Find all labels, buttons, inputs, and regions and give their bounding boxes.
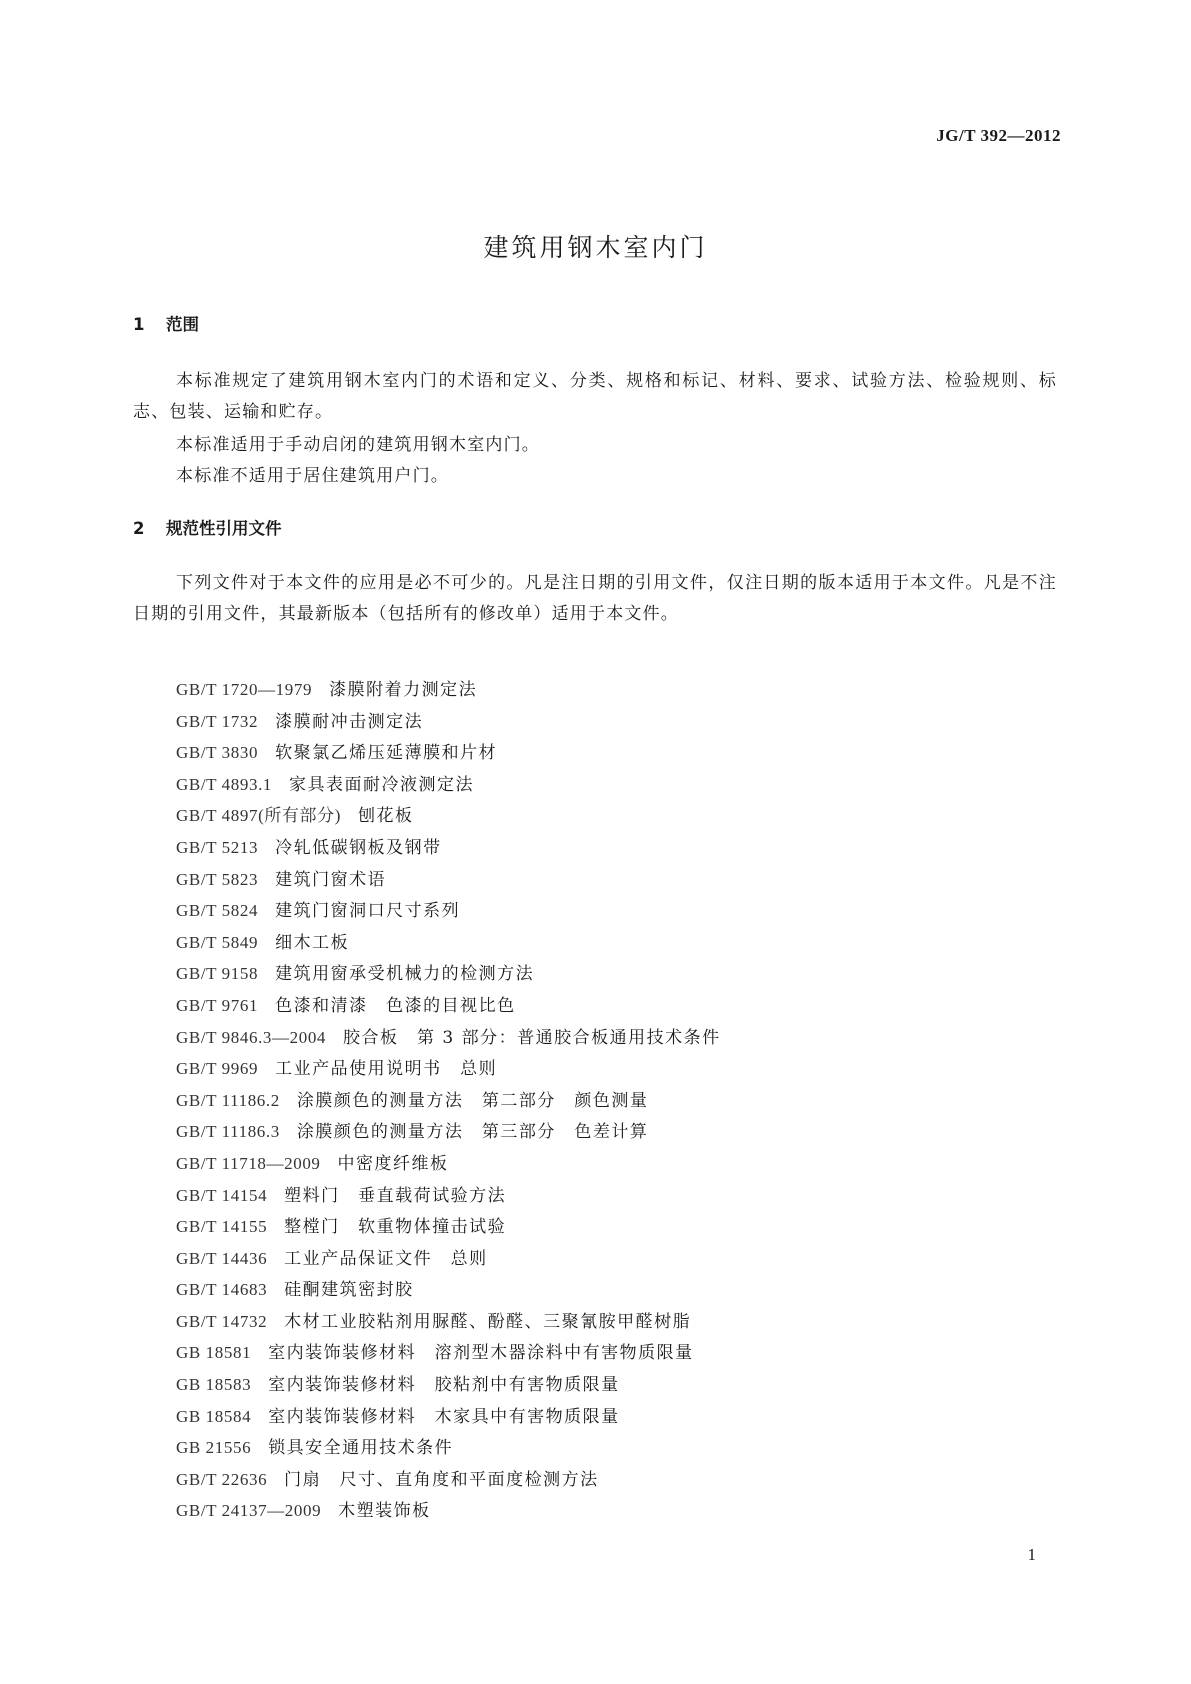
- reference-code: GB/T 14154: [176, 1185, 268, 1205]
- reference-name: 整樘门 软重物体撞击试验: [284, 1217, 507, 1238]
- normative-references-list: [176, 674, 721, 1527]
- section-2-title: 规范性引用文件: [166, 519, 282, 538]
- reference-item: [176, 1148, 721, 1180]
- reference-item: [176, 1085, 721, 1117]
- reference-name: 软聚氯乙烯压延薄膜和片材: [275, 743, 498, 764]
- reference-code: GB/T 5823: [176, 869, 259, 889]
- reference-code: GB/T 24137—2009: [176, 1501, 322, 1521]
- section-2-paragraph-intro: 下列文件对于本文件的应用是必不可少的。凡是注日期的引用文件，仅注日期的版本适用于本文件。凡是不注日期的引用文件，其最新版本（包括所有的修改单）适用于本文件。: [133, 573, 1057, 624]
- reference-code: GB/T 9158: [176, 964, 259, 984]
- reference-item: [176, 1432, 721, 1464]
- section-1-paragraph-scope: 本标准规定了建筑用钢木室内门的术语和定义、分类、规格和标记、材料、要求、试验方法、检验规则、标志、包装、运输和贮存。: [133, 371, 1057, 422]
- section-2-number: 2: [133, 519, 145, 538]
- reference-code: GB/T 11186.2: [176, 1090, 280, 1110]
- reference-code: GB/T 14732: [176, 1311, 268, 1331]
- reference-code: GB/T 14155: [176, 1217, 268, 1237]
- reference-name: 工业产品保证文件 总则: [284, 1248, 488, 1269]
- reference-name: 硅酮建筑密封胶: [284, 1280, 414, 1301]
- standard-number: JG/T 392—2012: [936, 126, 1061, 145]
- reference-item: [176, 990, 721, 1022]
- reference-code: GB/T 14436: [176, 1248, 268, 1268]
- reference-code: GB/T 11186.3: [176, 1122, 280, 1142]
- reference-code: GB/T 1720—1979: [176, 680, 313, 699]
- section-2-heading: [133, 515, 282, 539]
- reference-item: [176, 1369, 721, 1401]
- reference-name: 漆膜耐冲击测定法: [275, 711, 424, 732]
- reference-code: GB/T 3830: [176, 743, 259, 763]
- reference-code: GB/T 9846.3—2004: [176, 1027, 327, 1047]
- section-1-title: 范围: [166, 315, 199, 334]
- reference-item: [176, 1022, 721, 1054]
- reference-item: [176, 1274, 721, 1306]
- reference-name: 建筑用窗承受机械力的检测方法: [275, 964, 535, 985]
- reference-code: GB/T 22636: [176, 1469, 268, 1489]
- reference-name: 建筑门窗洞口尺寸系列: [275, 901, 461, 922]
- reference-code: GB/T 14683: [176, 1280, 268, 1300]
- document-title: 建筑用钢木室内门: [483, 233, 708, 262]
- reference-code: GB 18584: [176, 1406, 252, 1426]
- reference-name: 漆膜附着力测定法: [329, 680, 478, 700]
- reference-name: 锁具安全通用技术条件: [268, 1438, 454, 1459]
- reference-name: 木材工业胶粘剂用脲醛、酚醛、三聚氰胺甲醛树脂: [284, 1311, 692, 1332]
- page-number: 1: [1027, 1545, 1036, 1564]
- section-1-heading: [133, 311, 199, 335]
- reference-name: 刨花板: [358, 806, 414, 827]
- reference-item: [176, 1464, 721, 1496]
- reference-item: [176, 864, 721, 896]
- reference-name: 门扇 尺寸、直角度和平面度检测方法: [284, 1469, 599, 1490]
- reference-code: GB/T 5849: [176, 932, 259, 952]
- reference-code: GB/T 5213: [176, 837, 259, 857]
- reference-item: [176, 1180, 721, 1212]
- reference-name: 胶合板 第 3 部分：普通胶合板通用技术条件: [343, 1027, 721, 1048]
- reference-item: [176, 1211, 721, 1243]
- reference-item: [176, 958, 721, 990]
- section-1-paragraph-excludes: 本标准不适用于居住建筑用户门。: [176, 466, 449, 486]
- reference-item: [176, 1053, 721, 1085]
- reference-name: 室内装饰装修材料 胶粘剂中有害物质限量: [268, 1375, 620, 1396]
- section-1-number: 1: [133, 315, 145, 334]
- reference-code: GB 18581: [176, 1343, 252, 1363]
- reference-code: GB/T 4893.1: [176, 774, 273, 794]
- section-1-paragraph-applies: 本标准适用于手动启闭的建筑用钢木室内门。: [176, 435, 540, 455]
- reference-code: GB/T 4897(所有部分): [176, 806, 341, 826]
- reference-item: [176, 1306, 721, 1338]
- reference-name: 冷轧低碳钢板及钢带: [275, 837, 442, 858]
- reference-item: [176, 1116, 721, 1148]
- reference-code: GB/T 5824: [176, 901, 259, 921]
- reference-name: 室内装饰装修材料 溶剂型木器涂料中有害物质限量: [268, 1343, 694, 1364]
- reference-code: GB 18583: [176, 1375, 252, 1395]
- reference-name: 涂膜颜色的测量方法 第二部分 颜色测量: [296, 1090, 649, 1111]
- reference-item: [176, 737, 721, 769]
- reference-item: [176, 1401, 721, 1433]
- reference-code: GB/T 9969: [176, 1059, 259, 1079]
- reference-item: [176, 1243, 721, 1275]
- reference-name: 涂膜颜色的测量方法 第三部分 色差计算: [296, 1122, 649, 1143]
- reference-name: 木塑装饰板: [338, 1501, 431, 1522]
- reference-item: [176, 832, 721, 864]
- reference-name: 室内装饰装修材料 木家具中有害物质限量: [268, 1406, 620, 1427]
- reference-item: [176, 895, 721, 927]
- reference-code: GB/T 9761: [176, 995, 259, 1015]
- reference-code: GB/T 11718—2009: [176, 1153, 321, 1173]
- reference-item: [176, 1495, 721, 1527]
- reference-name: 中密度纤维板: [337, 1153, 449, 1174]
- reference-code: GB 21556: [176, 1438, 252, 1458]
- reference-name: 色漆和清漆 色漆的目视比色: [275, 995, 516, 1016]
- reference-name: 家具表面耐冷液测定法: [289, 774, 475, 795]
- reference-item: [176, 769, 721, 801]
- reference-name: 建筑门窗术语: [275, 869, 387, 890]
- reference-name: 细木工板: [275, 932, 350, 953]
- reference-code: GB/T 1732: [176, 711, 259, 731]
- reference-item: [176, 674, 721, 706]
- reference-item: [176, 706, 721, 738]
- reference-item: [176, 1337, 721, 1369]
- reference-item: [176, 927, 721, 959]
- reference-name: 塑料门 垂直载荷试验方法: [284, 1185, 507, 1206]
- reference-item: [176, 800, 721, 832]
- reference-name: 工业产品使用说明书 总则: [275, 1059, 498, 1080]
